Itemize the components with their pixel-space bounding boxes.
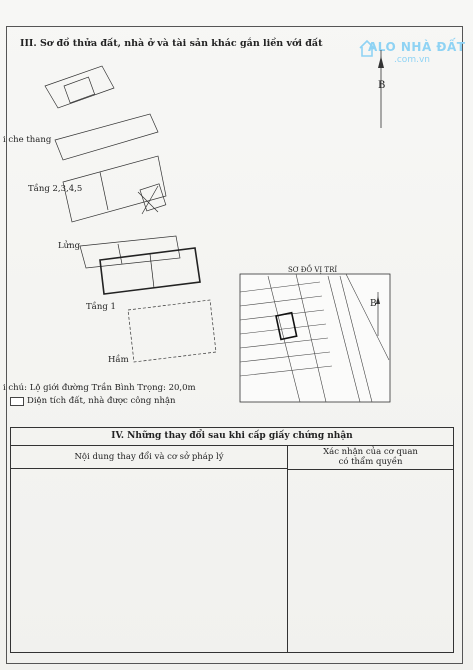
column-header-confirm-line1: Xác nhận của cơ quan bbox=[323, 447, 418, 457]
legend-text: Diện tích đất, nhà được công nhận bbox=[27, 396, 176, 406]
column-header-confirm-line2: có thẩm quyền bbox=[338, 457, 403, 467]
floor-plan-upper bbox=[55, 114, 166, 222]
column-header-confirm bbox=[288, 446, 453, 470]
location-map bbox=[240, 274, 390, 402]
floor-label-ground: Tầng 1 bbox=[86, 302, 116, 312]
floor-label-roof: i che thang bbox=[3, 135, 52, 145]
floor-plan-roof bbox=[45, 66, 114, 108]
floor-plan-ground bbox=[100, 248, 200, 294]
changes-table bbox=[10, 427, 454, 653]
section-3-title: III. Sơ đồ thửa đất, nhà ở và tài sản khác gắn liền với đất bbox=[20, 38, 323, 49]
column-header-content: Nội dung thay đổi và cơ sở pháp lý bbox=[11, 446, 287, 469]
changes-content-column bbox=[11, 446, 288, 652]
section-4-title: IV. Những thay đổi sau khi cấp giấy chứng nhận bbox=[11, 428, 453, 446]
road-note: i chú: Lộ giới đường Trần Bình Trọng: 20,0m bbox=[3, 383, 196, 393]
changes-confirm-column bbox=[288, 446, 453, 652]
floor-label-upper: Tầng 2,3,4,5 bbox=[28, 184, 83, 194]
watermark-domain: .com.vn bbox=[394, 55, 430, 65]
floor-label-mezzanine: Lửng bbox=[58, 241, 81, 251]
watermark-brand: ALO NHÀ ĐẤT bbox=[368, 40, 466, 54]
legend-swatch bbox=[10, 397, 24, 406]
north-label: B bbox=[378, 80, 386, 91]
location-map-north-label: B bbox=[370, 299, 377, 309]
location-map-title: SƠ ĐỒ VỊ TRÍ bbox=[288, 266, 338, 274]
floor-label-basement: Hầm bbox=[108, 355, 129, 365]
floor-plan-basement bbox=[128, 300, 216, 362]
